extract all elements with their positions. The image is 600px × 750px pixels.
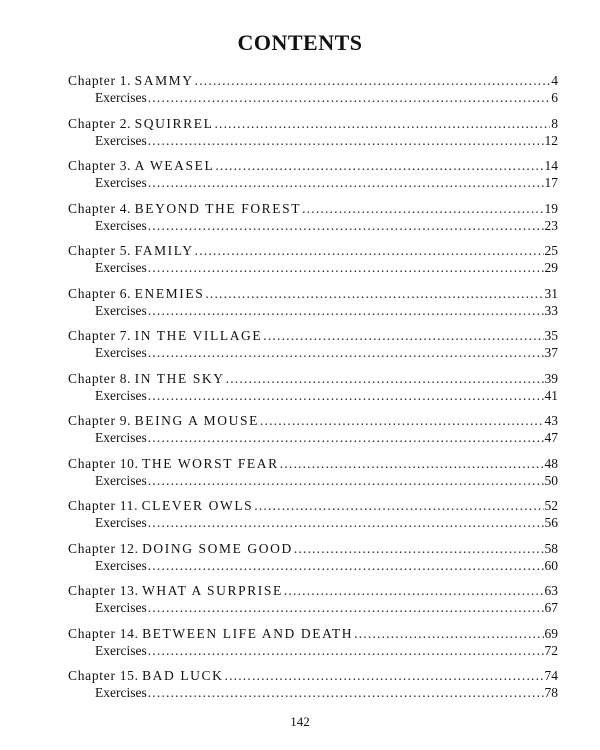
chapter-title: FAMILY [134, 243, 194, 258]
exercises-label: Exercises [95, 600, 147, 615]
chapter-label [68, 157, 214, 174]
dot-leader [148, 89, 551, 106]
exercises-page: 23 [544, 217, 558, 233]
exercises-row[interactable] [68, 557, 558, 574]
dot-leader [195, 72, 551, 89]
exercises-page: 33 [544, 302, 558, 318]
chapter-number: Chapter 4. [68, 200, 132, 216]
exercises-row[interactable] [68, 174, 558, 191]
exercises-row[interactable] [68, 217, 558, 234]
chapter-page: 74 [544, 668, 558, 683]
chapter-title: A WEASEL [134, 158, 215, 173]
dot-leader [148, 132, 544, 149]
toc-entry [68, 370, 558, 413]
dot-leader [260, 412, 544, 429]
chapter-title: ENEMIES [134, 285, 205, 301]
toc-entry [68, 200, 558, 243]
toc-entry [68, 540, 558, 583]
dot-leader [226, 370, 544, 387]
exercises-label: Exercises [95, 345, 147, 360]
chapter-row[interactable] [68, 667, 558, 684]
dot-leader [148, 174, 544, 191]
chapter-row[interactable] [68, 200, 558, 217]
chapter-row[interactable] [68, 115, 558, 132]
exercises-label: Exercises [95, 90, 147, 105]
chapter-number: Chapter 12. [68, 540, 139, 556]
toc-entry [68, 115, 558, 158]
exercises-row[interactable] [68, 302, 558, 319]
toc-entry [68, 455, 558, 498]
chapter-page: 39 [544, 370, 558, 386]
chapter-title: SAMMY [134, 73, 194, 88]
chapter-row[interactable] [68, 157, 558, 174]
exercises-row[interactable] [68, 642, 558, 659]
exercises-page: 56 [544, 515, 558, 530]
chapter-label [68, 625, 353, 642]
chapter-row[interactable] [68, 412, 558, 429]
chapter-title: DOING SOME GOOD [142, 540, 293, 556]
chapter-number: Chapter 14. [68, 625, 139, 641]
dot-leader [214, 115, 550, 132]
exercises-row[interactable] [68, 387, 558, 404]
exercises-label: Exercises [95, 132, 147, 148]
dot-leader [148, 217, 544, 234]
dot-leader [148, 429, 544, 446]
dot-leader [148, 302, 544, 319]
chapter-label [68, 582, 283, 599]
dot-leader [284, 582, 544, 599]
chapter-row[interactable] [68, 242, 558, 259]
exercises-page: 72 [544, 642, 558, 658]
page-number: 142 [290, 714, 310, 729]
chapter-title: BAD LUCK [142, 668, 224, 683]
chapter-number: Chapter 6. [68, 285, 132, 301]
chapter-page: 35 [544, 328, 558, 343]
dot-leader [205, 285, 543, 302]
dot-leader [148, 557, 544, 574]
exercises-label: Exercises [95, 175, 147, 190]
chapter-page: 69 [544, 625, 558, 641]
chapter-row[interactable] [68, 540, 558, 557]
dot-leader [148, 599, 544, 616]
table-of-contents [68, 72, 558, 710]
toc-entry [68, 412, 558, 455]
toc-entry [68, 157, 558, 200]
toc-entry [68, 625, 558, 668]
chapter-page: 4 [551, 73, 558, 88]
chapter-page: 58 [544, 540, 558, 556]
chapter-label [68, 370, 225, 387]
chapter-label [68, 327, 262, 344]
chapter-row[interactable] [68, 370, 558, 387]
exercises-page: 37 [544, 345, 558, 360]
chapter-title: THE WORST FEAR [142, 455, 279, 471]
exercises-label: Exercises [95, 685, 147, 700]
exercises-label: Exercises [95, 260, 147, 275]
chapter-page: 8 [551, 115, 558, 131]
chapter-number: Chapter 3. [68, 158, 132, 173]
dot-leader [294, 540, 544, 557]
dot-leader [215, 157, 543, 174]
exercises-page: 41 [544, 387, 558, 403]
chapter-page: 63 [544, 583, 558, 598]
chapter-page: 43 [544, 413, 558, 428]
exercises-page: 17 [544, 175, 558, 190]
chapter-title: WHAT A SURPRISE [142, 583, 283, 598]
dot-leader [280, 455, 544, 472]
exercises-row[interactable] [68, 599, 558, 616]
toc-entry [68, 285, 558, 328]
exercises-page: 29 [544, 260, 558, 275]
chapter-label [68, 72, 194, 89]
chapter-number: Chapter 1. [68, 73, 132, 88]
chapter-label [68, 667, 224, 684]
toc-entry [68, 582, 558, 625]
chapter-title: BETWEEN LIFE AND DEATH [142, 625, 354, 641]
chapter-number: Chapter 10. [68, 455, 139, 471]
chapter-page: 25 [544, 243, 558, 258]
toc-entry [68, 242, 558, 285]
chapter-label [68, 540, 293, 557]
chapter-page: 31 [544, 285, 558, 301]
dot-leader [148, 344, 544, 361]
chapter-row[interactable] [68, 72, 558, 89]
chapter-row[interactable] [68, 582, 558, 599]
chapter-row[interactable] [68, 455, 558, 472]
chapter-number: Chapter 8. [68, 370, 132, 386]
chapter-label [68, 497, 253, 514]
chapter-page: 19 [544, 200, 558, 216]
chapter-page: 52 [544, 498, 558, 513]
dot-leader [148, 514, 544, 531]
chapter-label [68, 285, 204, 302]
chapter-number: Chapter 2. [68, 115, 132, 131]
exercises-label: Exercises [95, 430, 147, 445]
page-title: CONTENTS [237, 30, 363, 55]
exercises-page: 47 [544, 430, 558, 445]
chapter-page: 14 [544, 158, 558, 173]
chapter-page: 48 [544, 455, 558, 471]
exercises-label: Exercises [95, 515, 147, 530]
exercises-row[interactable] [68, 132, 558, 149]
toc-entry [68, 497, 558, 540]
exercises-label: Exercises [95, 302, 147, 318]
dot-leader [302, 200, 543, 217]
exercises-page: 50 [544, 472, 558, 488]
dot-leader [148, 259, 544, 276]
exercises-label: Exercises [95, 472, 147, 488]
dot-leader [148, 684, 544, 701]
exercises-page: 67 [544, 600, 558, 615]
toc-entry [68, 327, 558, 370]
exercises-page: 12 [544, 132, 558, 148]
exercises-label: Exercises [95, 557, 147, 573]
exercises-row[interactable] [68, 344, 558, 361]
chapter-row[interactable] [68, 327, 558, 344]
chapter-title: IN THE SKY [134, 370, 225, 386]
exercises-page: 60 [544, 557, 558, 573]
chapter-number: Chapter 5. [68, 243, 132, 258]
dot-leader [263, 327, 543, 344]
dot-leader [148, 387, 544, 404]
toc-entry [68, 72, 558, 115]
exercises-row[interactable] [68, 472, 558, 489]
dot-leader [148, 642, 544, 659]
chapter-number: Chapter 15. [68, 668, 139, 683]
exercises-label: Exercises [95, 217, 147, 233]
chapter-label [68, 200, 301, 217]
chapter-title: CLEVER OWLS [141, 498, 254, 513]
toc-entry [68, 667, 558, 710]
chapter-row[interactable] [68, 497, 558, 514]
chapter-row[interactable] [68, 625, 558, 642]
dot-leader [195, 242, 544, 259]
chapter-label [68, 455, 279, 472]
dot-leader [148, 472, 544, 489]
chapter-row[interactable] [68, 285, 558, 302]
chapter-title: IN THE VILLAGE [134, 328, 263, 343]
chapter-label [68, 242, 194, 259]
exercises-row[interactable] [68, 259, 558, 276]
chapter-label [68, 412, 259, 429]
chapter-title: BEYOND THE FOREST [134, 200, 302, 216]
exercises-row[interactable] [68, 684, 558, 701]
exercises-label: Exercises [95, 642, 147, 658]
chapter-number: Chapter 13. [68, 583, 139, 598]
exercises-row[interactable] [68, 89, 558, 106]
exercises-label: Exercises [95, 387, 147, 403]
exercises-row[interactable] [68, 514, 558, 531]
dot-leader [225, 667, 544, 684]
exercises-page: 6 [551, 90, 558, 105]
chapter-label [68, 115, 213, 132]
chapter-number: Chapter 9. [68, 413, 132, 428]
dot-leader [354, 625, 543, 642]
chapter-number: Chapter 7. [68, 328, 132, 343]
exercises-row[interactable] [68, 429, 558, 446]
exercises-page: 78 [544, 685, 558, 700]
chapter-number: Chapter 11. [68, 498, 139, 513]
chapter-title: BEING A MOUSE [134, 413, 259, 428]
dot-leader [254, 497, 543, 514]
chapter-title: SQUIRREL [134, 115, 214, 131]
